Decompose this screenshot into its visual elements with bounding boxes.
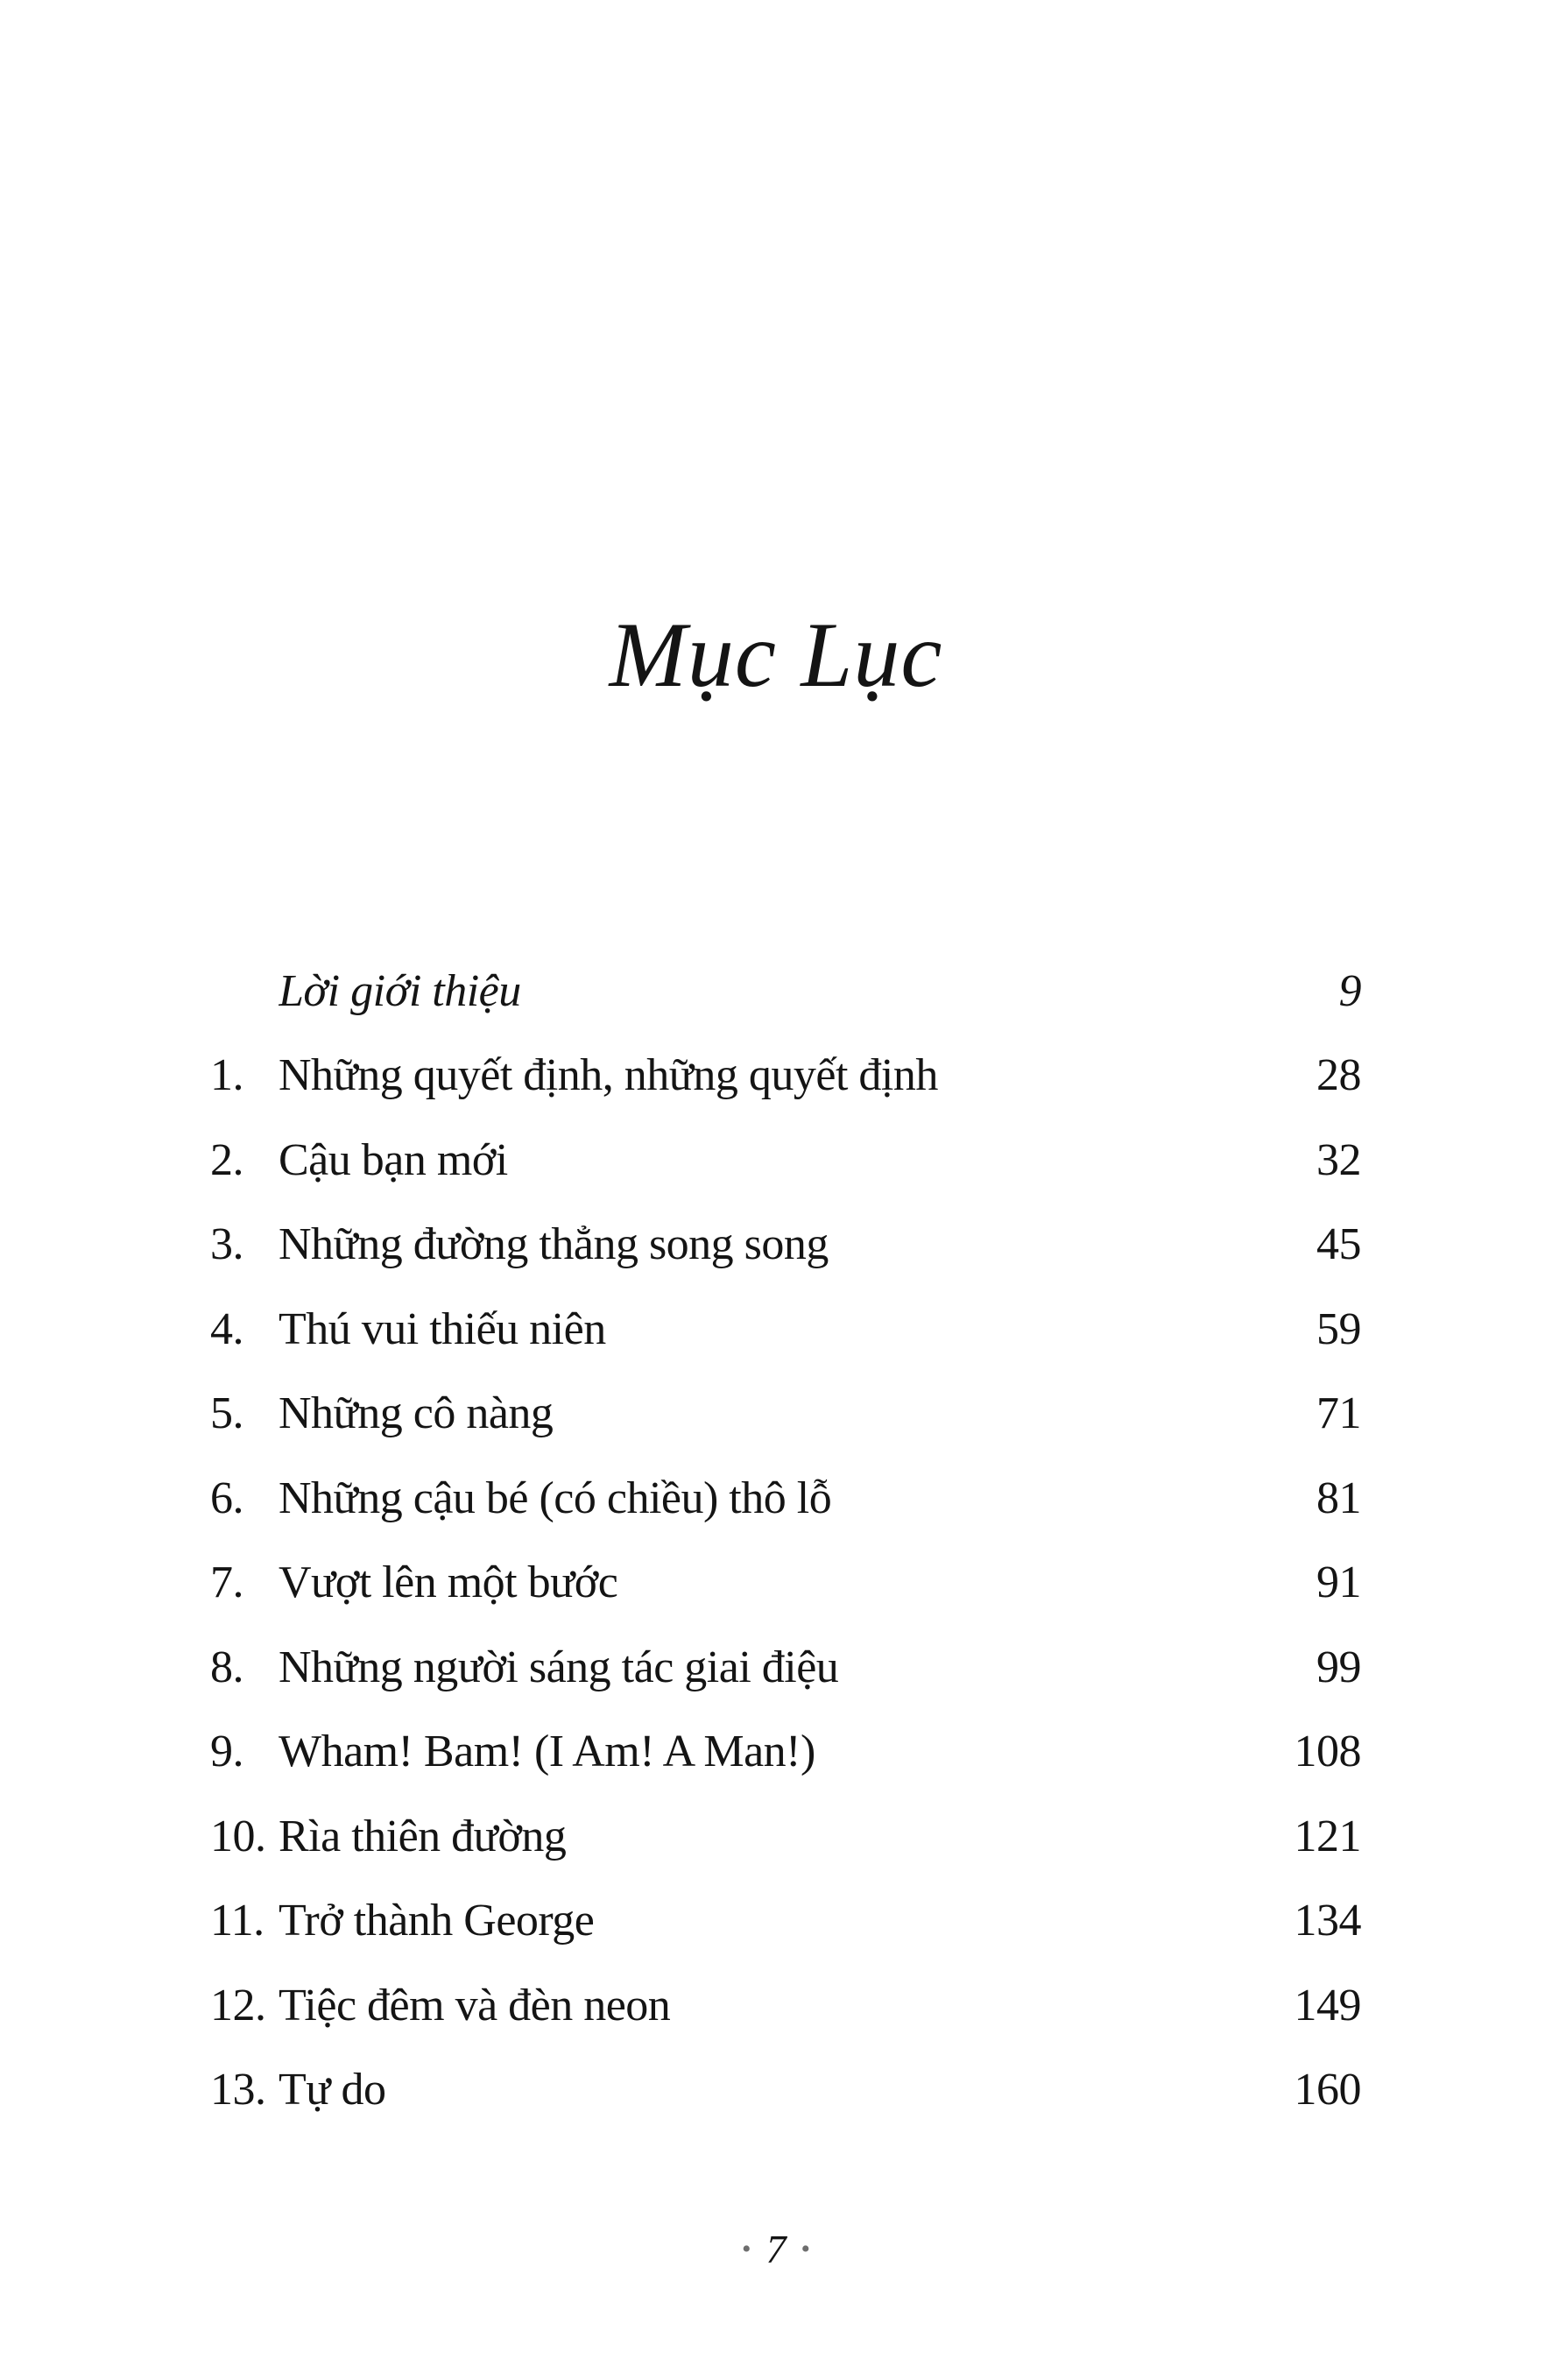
toc-row (210, 1034, 1361, 1119)
toc-entry-page: 71 (1316, 1388, 1361, 1439)
toc-entry-page: 9 (1338, 965, 1361, 1016)
toc-entry-number: 9. (210, 1727, 243, 1777)
table-of-contents (210, 949, 1361, 2132)
toc-entry-title: Những cậu bé (có chiều) thô lỗ (279, 1472, 832, 1523)
toc-entry-number: 7. (210, 1557, 243, 1608)
toc-entry-number: 10. (210, 1811, 266, 1861)
page-footer (0, 2229, 1552, 2270)
toc-entry-page: 121 (1294, 1811, 1361, 1861)
toc-entry-page: 91 (1316, 1557, 1361, 1608)
toc-entry-title: Tự do (279, 2065, 386, 2115)
toc-row (210, 1287, 1361, 1372)
toc-entry-number: 12. (210, 1980, 266, 2030)
toc-entry-number: 6. (210, 1472, 243, 1523)
toc-entry-title: Rìa thiên đường (279, 1811, 567, 1861)
toc-entry-number: 11. (210, 1896, 265, 1946)
toc-entry-number: 3. (210, 1219, 243, 1270)
toc-entry-title: Trở thành George (279, 1896, 595, 1946)
toc-entry-title: Tiệc đêm và đèn neon (279, 1980, 671, 2030)
toc-entry-number: 2. (210, 1134, 243, 1185)
toc-entry-page: 45 (1316, 1219, 1361, 1270)
toc-row (210, 1625, 1361, 1710)
toc-row (210, 949, 1361, 1034)
toc-entry-title: Những quyết định, những quyết định (279, 1050, 938, 1101)
toc-entry-page: 81 (1316, 1472, 1361, 1523)
toc-entry-title: Những người sáng tác giai điệu (279, 1642, 839, 1692)
toc-entry-page: 149 (1294, 1980, 1361, 2030)
toc-entry-page: 32 (1316, 1134, 1361, 1185)
toc-entry-page: 28 (1316, 1050, 1361, 1101)
footer-bullet-right-icon: • (801, 2235, 811, 2263)
toc-row (210, 2048, 1361, 2133)
toc-row (210, 1541, 1361, 1626)
toc-row (210, 1879, 1361, 1964)
toc-row (210, 1963, 1361, 2048)
toc-entry-title: Lời giới thiệu (279, 965, 521, 1016)
toc-entry-number: 4. (210, 1303, 243, 1354)
toc-entry-title: Wham! Bam! (I Am! A Man!) (279, 1727, 815, 1777)
toc-entry-title: Cậu bạn mới (279, 1134, 508, 1185)
page-title: Mục Lục (609, 604, 943, 706)
toc-entry-page: 59 (1316, 1303, 1361, 1354)
footer-page-number: 7 (765, 2227, 787, 2271)
toc-entry-page: 134 (1294, 1896, 1361, 1946)
toc-entry-number: 8. (210, 1642, 243, 1692)
footer-bullet-left-icon: • (741, 2235, 751, 2263)
toc-row (210, 1118, 1361, 1203)
toc-row (210, 1794, 1361, 1879)
toc-entry-page: 99 (1316, 1642, 1361, 1692)
toc-entry-title: Vượt lên một bước (279, 1557, 618, 1608)
toc-entry-page: 108 (1294, 1727, 1361, 1777)
toc-row (210, 1372, 1361, 1457)
toc-entry-title: Thú vui thiếu niên (279, 1303, 606, 1354)
toc-row (210, 1456, 1361, 1541)
toc-entry-title: Những cô nàng (279, 1388, 554, 1439)
toc-row (210, 1710, 1361, 1795)
toc-entry-number: 13. (210, 2065, 266, 2115)
toc-entry-title: Những đường thẳng song song (279, 1219, 829, 1270)
toc-entry-number: 1. (210, 1050, 243, 1101)
toc-row (210, 1203, 1361, 1288)
toc-entry-page: 160 (1294, 2065, 1361, 2115)
toc-entry-number: 5. (210, 1388, 243, 1439)
